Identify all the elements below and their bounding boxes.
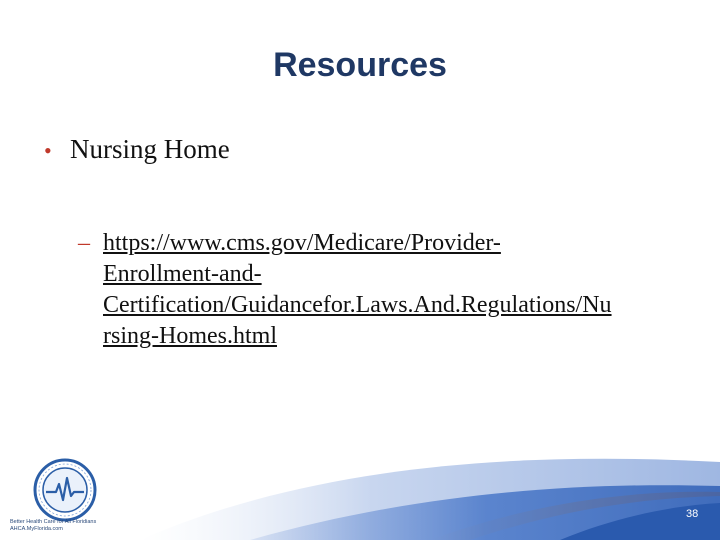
sub-bullet-dash: – xyxy=(78,230,90,256)
link-line[interactable]: https://www.cms.gov/Medicare/Provider- xyxy=(103,230,501,256)
logo-tagline: Better Health Care for All Floridians xyxy=(10,519,97,525)
slide-title: Resources xyxy=(273,46,447,84)
bullet-dot-icon: • xyxy=(44,138,52,163)
agency-seal-logo-icon xyxy=(30,458,100,522)
slide-page-number: 38 xyxy=(686,508,699,520)
link-line[interactable]: rsing-Homes.html xyxy=(103,323,277,349)
logo-website: AHCA.MyFlorida.com xyxy=(10,526,63,532)
bullet-text: Nursing Home xyxy=(70,134,230,164)
resource-link[interactable] xyxy=(103,228,693,352)
link-line[interactable]: Certification/Guidancefor.Laws.And.Regulations/Nu xyxy=(103,292,612,318)
link-line[interactable]: Enrollment-and- xyxy=(103,261,262,287)
logo-caption xyxy=(10,519,120,533)
